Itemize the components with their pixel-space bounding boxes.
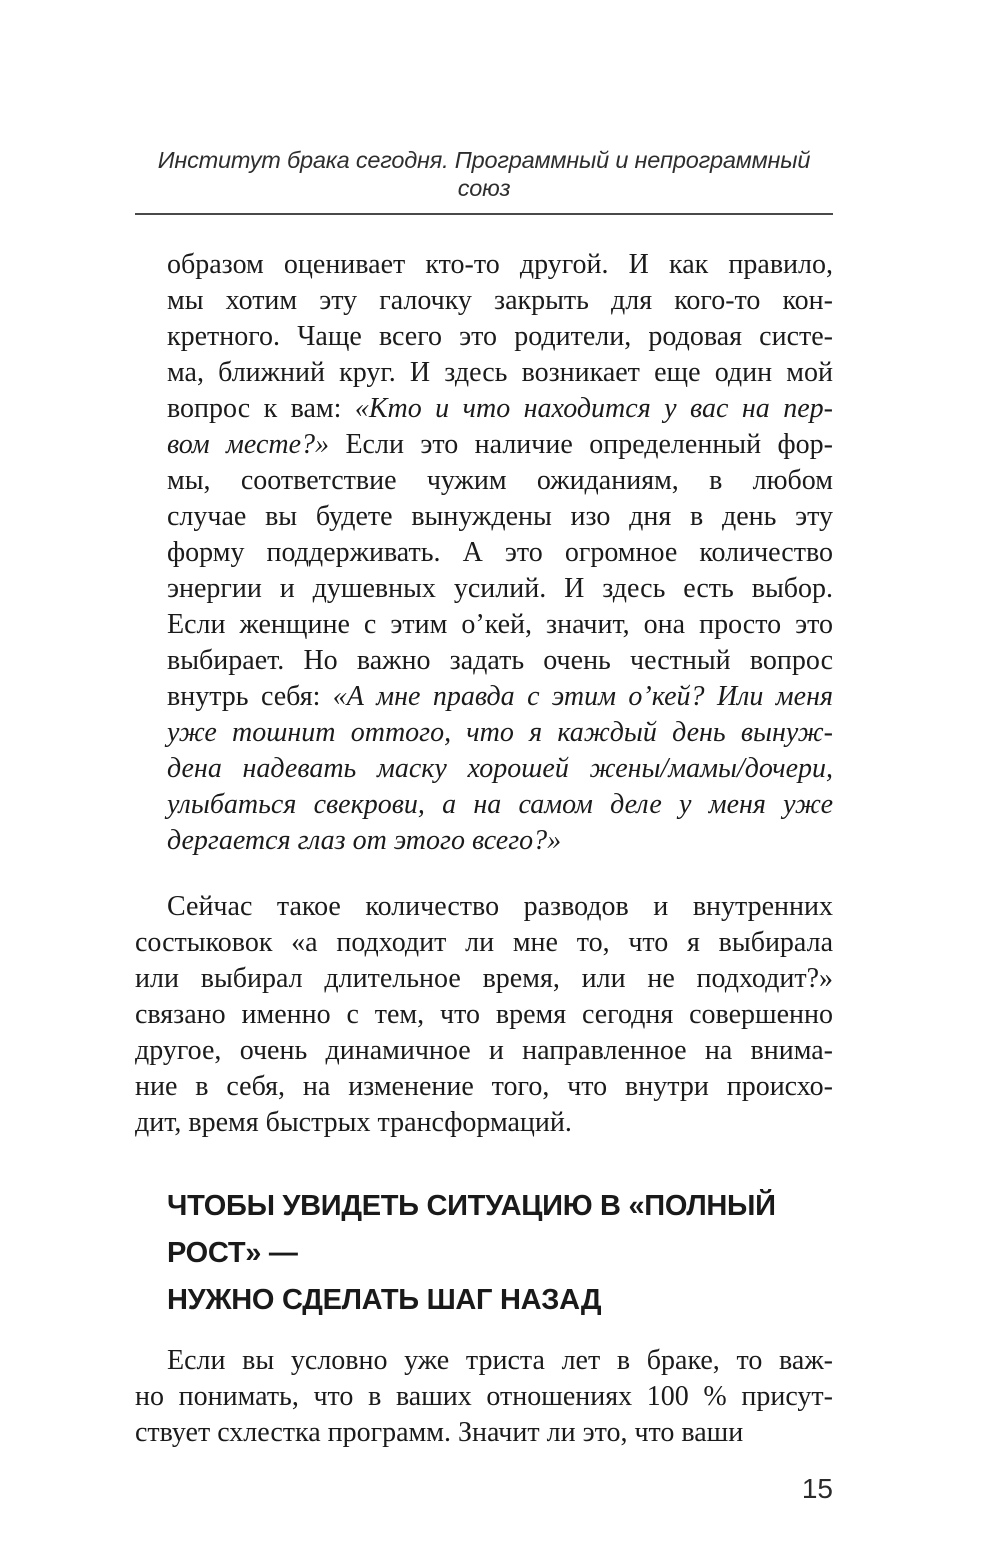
text-line: Если вы условно уже триста лет в браке, то важ- [167,1345,833,1376]
running-head: Институт брака сегодня. Программный и непрограммный союз [135,146,833,215]
text-line: кретного. Чаще всего это родители, родовая систе- [167,321,833,352]
text-line: или выбирал длительное время, или не подходит?» [135,963,833,994]
text-line: состыковок «а подходит ли мне то, что я выбирала [135,927,833,958]
text-line: случае вы будете вынуждены изо дня в день эту [167,501,833,532]
text-line: уже тошнит оттого, что я каждый день вынуж- [167,717,833,748]
text-block [135,146,833,1507]
text-line: дена надевать маску хорошей жены/мамы/дочери, [167,753,833,784]
text-line: дергается глаз от этого всего?» [167,825,562,856]
text-line: мы хотим эту галочку закрыть для кого-то кон- [167,285,833,316]
chapter-heading [167,1183,833,1324]
text-line: внутрь себя: «А мне правда с этим о’кей? Или меня [167,681,833,712]
text-line: энергии и душевных усилий. И здесь есть выбор. [167,573,833,604]
body-paragraphs-top [135,247,833,1141]
text-line: но понимать, что в ваших отношениях 100 % присут- [135,1381,833,1412]
text-line: форму поддерживать. А это огромное количество [167,537,833,568]
text-line: другое, очень динамичное и направленное на внима- [135,1035,833,1066]
page-number: 15 [801,1473,833,1504]
text-line: мы, соответствие чужим ожиданиям, в любом [167,465,833,496]
paragraph [135,247,833,859]
text-line: вопрос к вам: «Кто и что находится у вас на пер- [167,393,833,424]
text-line: образом оценивает кто-то другой. И как правило, [167,249,833,280]
chapter-heading-line: НУЖНО СДЕЛАТЬ ШАГ НАЗАД [167,1284,602,1316]
text-line: Если женщине с этим о’кей, значит, она просто это [167,609,833,640]
text-line: ма, ближний круг. И здесь возникает еще один мой [167,357,833,388]
text-line: дит, время быстрых трансформаций. [135,1107,572,1138]
paragraph [135,889,833,1141]
paragraph [135,1343,833,1451]
text-line: вом месте?» Если это наличие определенный фор- [167,429,833,460]
chapter-heading-line: ЧТОБЫ УВИДЕТЬ СИТУАЦИЮ В «ПОЛНЫЙ РОСТ» — [167,1190,776,1269]
text-line: выбирает. Но важно задать очень честный вопрос [167,645,833,676]
text-line: Сейчас такое количество разводов и внутренних [167,891,833,922]
text-line: улыбаться свекрови, а на самом деле у меня уже [167,789,833,820]
body-paragraphs-bottom [135,1343,833,1451]
text-line: ствует схлестка программ. Значит ли это, что ваши [135,1417,744,1448]
text-line: связано именно с тем, что время сегодня совершенно [135,999,833,1030]
text-line: ние в себя, на изменение того, что внутри происхо- [135,1071,833,1102]
